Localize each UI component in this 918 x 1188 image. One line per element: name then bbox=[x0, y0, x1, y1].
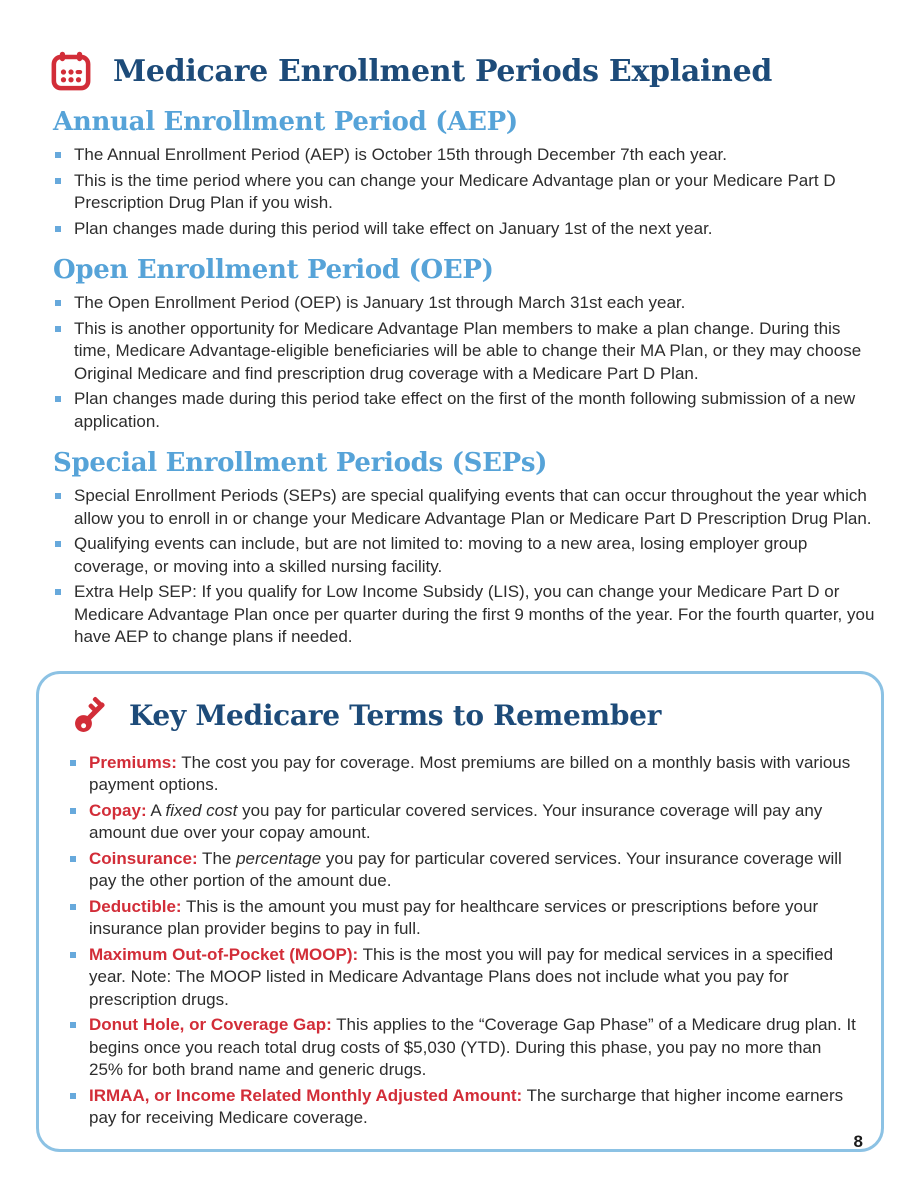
term-text: This applies to the “Coverage Gap Phase” of a Medicare drug plan. It begins once you reach total drug costs of $5,030 (YTD). During this phase, you pay no more than 25% for both brand name and generic drugs. bbox=[89, 1015, 856, 1079]
section-heading-oep: Open Enrollment Period (OEP) bbox=[53, 255, 494, 285]
list-item bbox=[55, 581, 876, 649]
term-label: Donut Hole, or Coverage Gap: bbox=[89, 1015, 332, 1034]
bullet-square-icon bbox=[70, 1022, 76, 1028]
term-item bbox=[70, 1014, 859, 1082]
key-icon bbox=[69, 694, 113, 738]
term-text: The surcharge that higher income earners pay for receiving Medicare coverage. bbox=[89, 1085, 844, 1127]
bullet-text: This is another opportunity for Medicare Advantage Plan members to make a plan change. During this time, Medicare Advantage-eligible beneficiaries will be able to change their MA Plan, or they may choose Original Medicare and find prescription drug coverage with a Medicare Part D Plan. bbox=[74, 318, 862, 383]
list-item bbox=[55, 170, 876, 215]
bullet-text: Plan changes made during this period take effect on the first of the month following submission of a new application. bbox=[74, 389, 856, 431]
oep-bullet-list bbox=[55, 292, 876, 433]
term-label: Maximum Out-of-Pocket (MOOP): bbox=[89, 944, 359, 964]
term-label: Coinsurance: bbox=[89, 848, 198, 868]
list-item bbox=[55, 292, 876, 315]
bullet-text: The Open Enrollment Period (OEP) is January 1st through March 31st each year. bbox=[74, 293, 686, 312]
bullet-text: The Annual Enrollment Period (AEP) is October 15th through December 7th each year. bbox=[74, 145, 727, 164]
key-terms-title: Key Medicare Terms to Remember bbox=[129, 699, 662, 732]
section-aep bbox=[0, 107, 918, 240]
bullet-text: This is the time period where you can change your Medicare Advantage plan or your Medicare Part D Prescription Drug Plan if you wish. bbox=[74, 170, 836, 212]
bullet-square-icon bbox=[70, 952, 76, 958]
bullet-text: Plan changes made during this period will take effect on January 1st of the next year. bbox=[74, 218, 713, 238]
section-sep bbox=[0, 448, 918, 649]
key-terms-header bbox=[69, 694, 861, 738]
term-text: This is the most you will pay for medical services in a specified year. Note: The MOOP listed in Medicare Advantage Plans does not include what you pay for prescription drugs. bbox=[89, 944, 834, 1009]
list-item bbox=[55, 318, 876, 386]
term-item bbox=[70, 848, 859, 893]
bullet-text: Special Enrollment Periods (SEPs) are special qualifying events that can occur throughout the year which allow you to enroll in or change your Medicare Advantage Plan or Medicare Part D Prescription Drug Plan. bbox=[74, 486, 872, 528]
key-terms-box bbox=[36, 671, 884, 1152]
bullet-square-icon bbox=[55, 300, 61, 306]
bullet-square-icon bbox=[55, 541, 61, 547]
term-text-italic: percentage bbox=[236, 848, 322, 868]
term-text: A bbox=[146, 800, 166, 820]
list-item bbox=[55, 388, 876, 433]
bullet-square-icon bbox=[55, 178, 61, 184]
term-label: IRMAA, or Income Related Monthly Adjusted Amount: bbox=[89, 1085, 523, 1105]
list-item bbox=[55, 533, 876, 578]
bullet-square-icon bbox=[70, 808, 76, 814]
calendar-icon bbox=[50, 50, 92, 92]
list-item bbox=[55, 144, 876, 167]
term-item bbox=[70, 944, 859, 1012]
bullet-text: Qualifying events can include, but are not limited to: moving to a new area, losing employer group coverage, or moving into a skilled nursing facility. bbox=[74, 534, 808, 576]
term-item bbox=[70, 896, 859, 941]
sep-bullet-list bbox=[55, 485, 876, 649]
bullet-square-icon bbox=[55, 493, 61, 499]
section-heading-sep: Special Enrollment Periods (SEPs) bbox=[53, 448, 548, 478]
bullet-square-icon bbox=[55, 589, 61, 595]
bullet-square-icon bbox=[70, 856, 76, 862]
term-text: you pay for particular covered services. Your insurance coverage will pay the other portion of the amount due. bbox=[89, 848, 842, 890]
bullet-square-icon bbox=[70, 760, 76, 766]
term-item bbox=[70, 800, 859, 845]
bullet-square-icon bbox=[70, 904, 76, 910]
bullet-square-icon bbox=[55, 152, 61, 158]
term-text: This is the amount you must pay for healthcare services or prescriptions before your insurance plan provider begins to pay in full. bbox=[89, 896, 819, 938]
bullet-square-icon bbox=[70, 1093, 76, 1099]
bullet-square-icon bbox=[55, 226, 61, 232]
list-item bbox=[55, 218, 876, 241]
aep-bullet-list bbox=[55, 144, 876, 240]
term-label: Copay: bbox=[89, 800, 147, 820]
document-header bbox=[50, 50, 878, 92]
term-item bbox=[70, 752, 859, 797]
bullet-square-icon bbox=[55, 396, 61, 402]
page-number: 8 bbox=[853, 1132, 863, 1151]
bullet-square-icon bbox=[55, 326, 61, 332]
section-heading-aep: Annual Enrollment Period (AEP) bbox=[53, 107, 518, 137]
section-oep bbox=[0, 255, 918, 433]
list-item bbox=[55, 485, 876, 530]
term-text: The bbox=[197, 848, 237, 868]
term-text: you pay for particular covered services. Your insurance coverage will pay any amount due over your copay amount. bbox=[89, 800, 823, 842]
page-title: Medicare Enrollment Periods Explained bbox=[113, 53, 773, 89]
term-label: Deductible: bbox=[89, 896, 182, 916]
term-label: Premiums: bbox=[89, 752, 177, 772]
term-text: The cost you pay for coverage. Most premiums are billed on a monthly basis with various payment options. bbox=[89, 752, 851, 794]
bullet-text: Extra Help SEP: If you qualify for Low Income Subsidy (LIS), you can change your Medicare Part D or Medicare Advantage Plan once per quarter during the first 9 months of the year. For the fourth quarter, you have AEP to change plans if needed. bbox=[74, 582, 875, 646]
term-text-italic: fixed cost bbox=[165, 800, 238, 820]
key-terms-list bbox=[70, 752, 859, 1130]
term-item bbox=[70, 1085, 859, 1130]
